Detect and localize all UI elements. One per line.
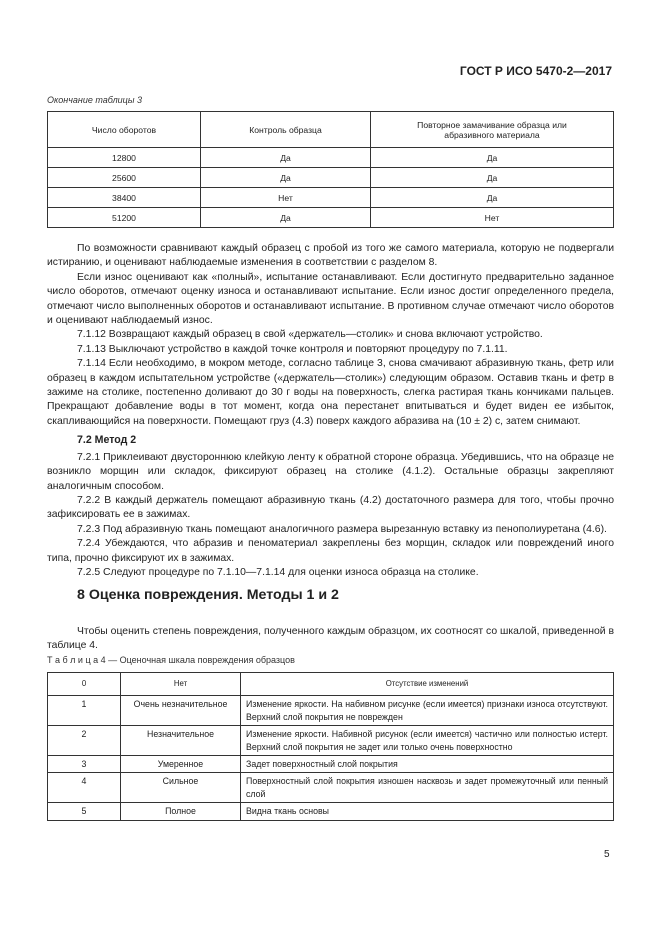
table4-caption: Т а б л и ц а 4 — Оценочная шкала повреждения образцов [47,655,295,665]
paragraph: Если износ оценивают как «полный», испытание останавливают. Если достигнуто предварительно заданное число оборотов, отмечают оценку износа и останавливают испытание. Если износ достиг определенного предела, отмечают число выполненных оборотов и останавливают испытание. В противном случае отмечают число оборотов и оценивают наблюдаемый износ. [47,271,614,327]
cell: 51200 [48,208,201,228]
table-row [48,726,614,756]
cell: Очень незначительное [121,696,241,726]
cell: Нет [371,208,614,228]
header-cell: Контроль образца [201,112,371,148]
cell: 38400 [48,188,201,208]
paragraph: 7.2.4 Убеждаются, что абразив и пеноматериал закреплены без морщин, складок или повреждений иного типа, прочно фиксируют их в зажимах. [47,538,614,564]
cell: Да [371,188,614,208]
table-row [48,188,614,208]
table-row [48,756,614,773]
paragraph: 7.1.12 Возвращают каждый образец в свой «держатель—столик» и снова включают устройство. [77,329,543,341]
cell: 4 [48,773,121,803]
paragraph: 7.1.14 Если необходимо, в мокром методе, согласно таблице 3, снова смачивают абразивную ткань, фетр или образец в каждом испытательном устройстве («держатель—столик») следующим образом. Оставив ткань и фетр в зажиме на столике, постепенно доливают до 30 г воды на поверхность, слегка растирая ткань кончиками пальцев. Прекращают добавление воды в тот момент, когда она перестанет впитываться и будет виден ее избыток, скапливающийся на поверхности. Помещают груз (4.3) поверх каждого абразива на (10 ± 2) с, затем снимают. [47,358,614,427]
cell: Изменение яркости. Набивной рисунок (если имеется) частично или полностью истерт. Верхний слой покрытия не задет или только очень поверхностно [241,726,614,756]
cell: 5 [48,803,121,820]
table-row [48,673,614,696]
cell: 12800 [48,148,201,168]
cell: Нет [201,188,371,208]
body-text [47,242,614,580]
cell: 3 [48,756,121,773]
paragraph: 7.2.2 В каждый держатель помещают абразивную ткань (4.2) достаточного размера для того, чтобы прочно зафиксировать ее в зажимах. [47,494,614,521]
cell: 25600 [48,168,201,188]
cell: Нет [121,673,241,696]
page-number: 5 [604,849,610,860]
table3-caption: Окончание таблицы 3 [47,95,142,105]
paragraph: 7.2.3 Под абразивную ткань помещают аналогичного размера вырезанную вставку из пенополиуретана (4.6). [77,523,607,535]
table-row [48,148,614,168]
cell: Да [371,168,614,188]
cell: Умеренное [121,756,241,773]
section-8-text [47,625,614,654]
header-cell: Повторное замачивание образца или абразивного материала [371,112,614,148]
cell: Сильное [121,773,241,803]
cell: Да [371,148,614,168]
table-row [48,208,614,228]
cell: Да [201,148,371,168]
paragraph: 7.2.1 Приклеивают двустороннюю клейкую ленту к обратной стороне образца. Убедившись, что на образце не возникло морщин или складок, фиксируют образец на столике (4.1.2). Остальные образцы закрепляют аналогичным способом. [47,451,614,492]
cell: Задет поверхностный слой покрытия [241,756,614,773]
cell: Полное [121,803,241,820]
cell: Видна ткань основы [241,803,614,820]
section-8-heading: 8 Оценка повреждения. Методы 1 и 2 [77,587,339,603]
section-7-2-heading: 7.2 Метод 2 [77,434,137,447]
paragraph: По возможности сравнивают каждый образец с пробой из того же самого материала, которую не подвергали истиранию, и оценивают наблюдаемые изменения в соответствии с разделом 8. [47,243,614,269]
cell: 2 [48,726,121,756]
cell: Да [201,208,371,228]
table-row [48,773,614,803]
cell: Отсутствие изменений [241,673,614,696]
table-row [48,696,614,726]
table-3 [47,111,614,228]
paragraph: 7.1.13 Выключают устройство в каждой точке контроля и повторяют процедуру по 7.1.11. [77,343,508,355]
cell: Да [201,168,371,188]
cell: 1 [48,696,121,726]
paragraph: 7.2.5 Следуют процедуре по 7.1.10—7.1.14 для оценки износа образца на столике. [77,566,479,578]
cell: Незначительное [121,726,241,756]
table-header-row [48,112,614,148]
header-cell: Число оборотов [48,112,201,148]
table-4 [47,672,614,821]
cell: 0 [48,673,121,696]
table-row [48,803,614,820]
cell: Изменение яркости. На набивном рисунке (если имеется) признаки износа отсутствуют. Верхний слой покрытия не поврежден [241,696,614,726]
paragraph: Чтобы оценить степень повреждения, полученного каждым образцом, их соотносят со шкалой, приведенной в таблице 4. [47,626,614,652]
table-row [48,168,614,188]
cell: Поверхностный слой покрытия изношен насквозь и задет промежуточный или пенный слой [241,773,614,803]
standard-header: ГОСТ Р ИСО 5470-2—2017 [459,64,612,78]
